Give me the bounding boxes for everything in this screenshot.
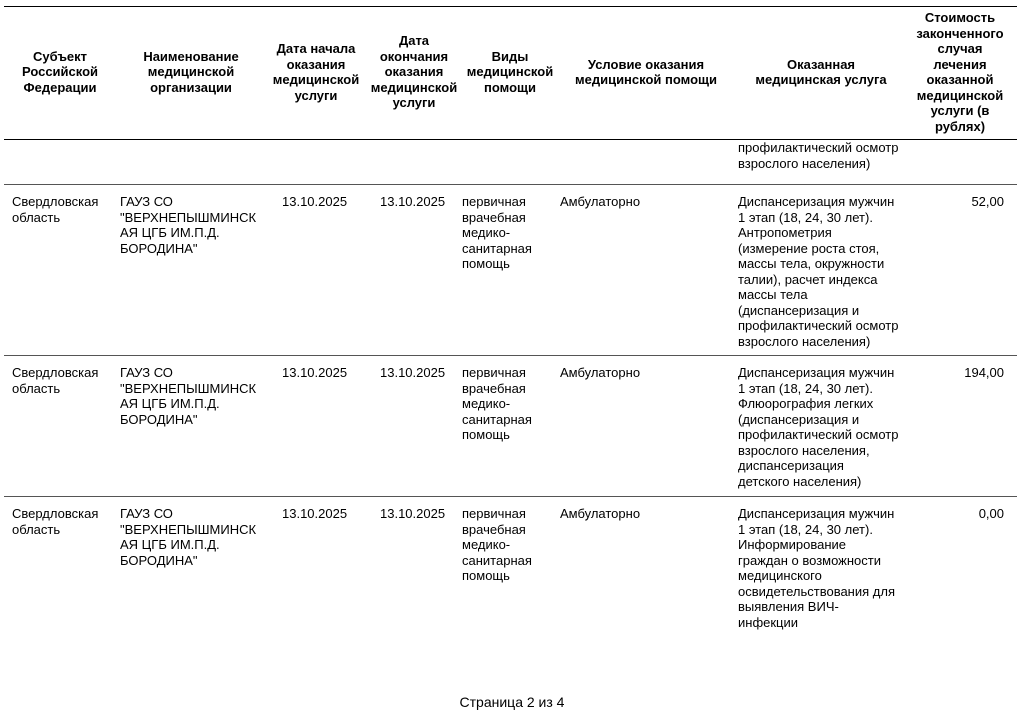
header-condition [560, 7, 732, 137]
header-cost [906, 7, 1014, 137]
cell-start-date: 13.10.2025 [282, 506, 348, 521]
cell-care-type: первичная врачебная медико- санитарная помощь [462, 194, 532, 271]
cell-subject: Свердловская область [12, 194, 99, 225]
header-organization-label: Наименование медицинской организации [143, 48, 239, 95]
cell-condition: Амбулаторно [560, 194, 641, 209]
continued-service-text: профилактический осмотр взрослого населения) [738, 140, 899, 171]
row-divider [4, 355, 1017, 356]
header-care-type [458, 7, 562, 137]
cell-care-type: первичная врачебная медико- санитарная помощь [462, 506, 532, 583]
header-end-date [364, 7, 464, 137]
cell-subject: Свердловская область [12, 365, 99, 396]
cell-end-date: 13.10.2025 [380, 506, 446, 521]
cell-service: Диспансеризация мужчин 1 этап (18, 24, 30 лет). Информирование граждан о возможности медицинского освидетельствования для выявления ВИЧ- инфекции [738, 506, 895, 630]
cell-cost: 194,00 [964, 365, 1004, 380]
header-organization [122, 7, 260, 137]
cell-care-type: первичная врачебная медико- санитарная помощь [462, 365, 532, 442]
cell-start-date: 13.10.2025 [282, 365, 348, 380]
cell-service: Диспансеризация мужчин 1 этап (18, 24, 30 лет). Флюорография легких (диспансеризация и профилактический осмотр взрослого населения, диспансеризация детского населения) [738, 365, 899, 489]
cell-start-date: 13.10.2025 [282, 194, 348, 209]
row-divider [4, 496, 1017, 497]
cell-end-date: 13.10.2025 [380, 194, 446, 209]
header-cost-label: Стоимость законченного случая лечения оказанной медицинской услуги (в рублях) [916, 10, 1004, 134]
header-subject [6, 7, 114, 137]
header-service-label: Оказанная медицинская услуга [755, 56, 887, 87]
cell-organization: ГАУЗ СО "ВЕРХНЕПЫШМИНСК АЯ ЦГБ ИМ.П.Д. БОРОДИНА" [120, 365, 257, 427]
cell-condition: Амбулаторно [560, 365, 641, 380]
header-start-date [266, 7, 366, 137]
header-care-type-label: Виды медицинской помощи [466, 48, 554, 95]
cell-organization: ГАУЗ СО "ВЕРХНЕПЫШМИНСК АЯ ЦГБ ИМ.П.Д. БОРОДИНА" [120, 506, 257, 568]
cell-service: Диспансеризация мужчин 1 этап (18, 24, 30 лет). Антропометрия (измерение роста стоя, массы тела, окружности талии), расчет индекса массы тела (диспансеризация и профилактический осмотр взрослого населения) [738, 194, 899, 349]
header-subject-label: Субъект Российской Федерации [21, 48, 99, 95]
header-service [736, 7, 906, 137]
header-start-date-label: Дата начала оказания медицинской услуги [272, 41, 360, 103]
cell-cost: 0,00 [978, 506, 1004, 521]
cell-subject: Свердловская область [12, 506, 99, 537]
cell-end-date: 13.10.2025 [380, 365, 446, 380]
cell-cost: 52,00 [971, 194, 1004, 209]
header-condition-label: Условие оказания медицинской помощи [574, 56, 717, 87]
cell-organization: ГАУЗ СО "ВЕРХНЕПЫШМИНСК АЯ ЦГБ ИМ.П.Д. БОРОДИНА" [120, 194, 257, 256]
cell-condition: Амбулаторно [560, 506, 641, 521]
page-number: Страница 2 из 4 [459, 694, 565, 710]
row-divider [4, 184, 1017, 185]
header-end-date-label: Дата окончания оказания медицинской услуги [370, 33, 458, 111]
